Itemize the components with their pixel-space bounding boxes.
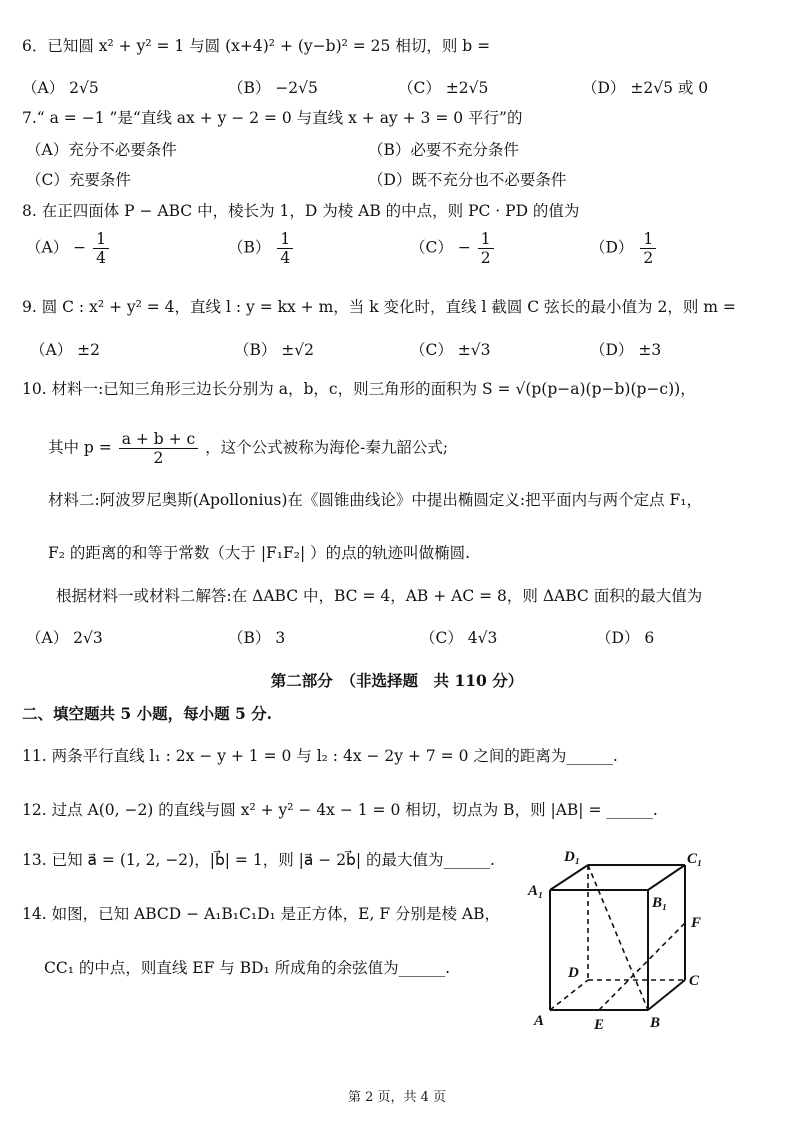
label-b1: B₁ xyxy=(652,895,668,911)
q10-material2-line: 材料二:阿波罗尼奥斯(Apollonius)在《圆锥曲线论》中提出椭圆定义:把平面内与两个定点 F₁， xyxy=(48,491,703,509)
label-c1: C₁ xyxy=(687,851,703,867)
q8-option-a xyxy=(26,230,111,267)
q8-option-c xyxy=(410,230,496,267)
q9-option-b: （B） ±√2 xyxy=(234,341,315,359)
label-c: C xyxy=(689,973,700,989)
q8-option-b-fraction: $\frac{1}{4}$ xyxy=(277,230,293,267)
page-footer: 第 2 页，共 4 页 xyxy=(347,1090,447,1105)
cube-figure xyxy=(520,845,720,1035)
label-f: F xyxy=(691,915,702,931)
q9-stem: 9. 圆 C : x² + y² = 4，直线 l : y = kx + m，当 k 变化时，直线 l 截圆 C 弦长的最小值为 2，则 m = xyxy=(22,298,736,316)
label-b: B xyxy=(650,1015,661,1031)
q10-p-fraction: $\frac{a + b + c}{2}$ xyxy=(119,430,199,467)
section2-heading: 二、填空题共 5 小题，每小题 5 分. xyxy=(22,704,273,723)
label-a: A xyxy=(534,1013,545,1029)
q14-stem-line1: 14. 如图，已知 ABCD − A₁B₁C₁D₁ 是正方体，E, F 分别是棱 AB， xyxy=(22,905,501,923)
q6-option-b: （B） −2√5 xyxy=(228,79,318,97)
q6-stem: 6．已知圆 x² + y² = 1 与圆 (x+4)² + (y−b)² = 25 相切，则 b = xyxy=(22,37,491,55)
q9-option-a: （A） ±2 xyxy=(30,341,100,359)
segment-e-f xyxy=(599,923,685,1010)
q7-option-a: （A）充分不必要条件 xyxy=(26,141,177,159)
q10-p-prefix: 其中 p = xyxy=(48,438,112,457)
q10-option-c: （C） 4√3 xyxy=(420,629,498,647)
q10-option-b: （B） 3 xyxy=(228,629,286,647)
q8-option-a-fraction: $\frac{1}{4}$ xyxy=(93,230,109,267)
q13-stem: 13. 已知 a⃗ = (1, 2, −2)，|b⃗| = 1，则 |a⃗ − 2b⃗| 的最大值为______. xyxy=(22,851,495,869)
q14-stem-line2: CC₁ 的中点，则直线 EF 与 BD₁ 所成角的余弦值为______. xyxy=(44,959,451,977)
q10-option-a: （A） 2√3 xyxy=(26,629,103,647)
q8-option-c-sign: − xyxy=(457,238,471,257)
edge-a1-d1 xyxy=(550,865,588,890)
label-d1: D₁ xyxy=(564,849,581,865)
label-e: E xyxy=(594,1017,605,1033)
q10-option-d: （D） 6 xyxy=(596,629,655,647)
q10-p-suffix: ，这个公式被称为海伦-秦九韶公式; xyxy=(205,438,449,457)
q8-option-d-fraction: $\frac{1}{2}$ xyxy=(640,230,656,267)
q8-option-c-label: （C） xyxy=(410,238,453,257)
q8-option-a-sign: − xyxy=(73,238,87,257)
label-a1: A₁ xyxy=(528,883,544,899)
q7-option-c: （C）充要条件 xyxy=(26,171,131,189)
q8-option-a-label: （A） xyxy=(26,238,69,257)
q9-option-c: （C） ±√3 xyxy=(410,341,491,359)
q6-option-d: （D） ±2√5 或 0 xyxy=(582,79,709,97)
q7-option-b: （B）必要不充分条件 xyxy=(368,141,519,159)
edge-b-c xyxy=(648,980,685,1010)
q10-formula-line xyxy=(48,430,448,467)
q10-material1-line: 10. 材料一:已知三角形三边长分别为 a，b，c，则三角形的面积为 S = √(p(p−a)(p−b)(p−c))， xyxy=(22,380,696,398)
q8-option-b-label: （B） xyxy=(228,238,271,257)
q8-stem: 8. 在正四面体 P − ABC 中，棱长为 1，D 为棱 AB 的中点，则 PC · PD 的值为 xyxy=(22,202,580,220)
q10-question-line: 根据材料一或材料二解答:在 ΔABC 中，BC = 4，AB + AC = 8，则 ΔABC 面积的最大值为 xyxy=(56,587,703,605)
q7-stem: 7.“ a = −1 ”是“直线 ax + y − 2 = 0 与直线 x + ay + 3 = 0 平行”的 xyxy=(22,109,523,127)
q8-option-c-fraction: $\frac{1}{2}$ xyxy=(478,230,494,267)
diagonal-d1-b xyxy=(588,865,648,1010)
q8-option-b xyxy=(228,230,295,267)
edge-b1-c1 xyxy=(648,865,685,890)
q11-stem: 11. 两条平行直线 l₁ : 2x − y + 1 = 0 与 l₂ : 4x − 2y + 7 = 0 之间的距离为______. xyxy=(22,747,618,765)
q6-option-a: （A） 2√5 xyxy=(22,79,99,97)
label-d: D xyxy=(568,965,579,981)
q9-option-d: （D） ±3 xyxy=(590,341,662,359)
edge-a-d-hidden xyxy=(550,980,588,1010)
part2-title: 第二部分 （非选择题 共 110 分） xyxy=(270,671,524,690)
q12-stem: 12. 过点 A(0, −2) 的直线与圆 x² + y² − 4x − 1 = 0 相切，切点为 B，则 |AB| = ______. xyxy=(22,801,658,819)
q8-option-d xyxy=(590,230,658,267)
q10-ellipse-def-line: F₂ 的距离的和等于常数（大于 |F₁F₂| ）的点的轨迹叫做椭圆. xyxy=(48,544,471,562)
q6-option-c: （C） ±2√5 xyxy=(398,79,489,97)
q7-option-d: （D）既不充分也不必要条件 xyxy=(368,171,567,189)
q8-option-d-label: （D） xyxy=(590,238,634,257)
